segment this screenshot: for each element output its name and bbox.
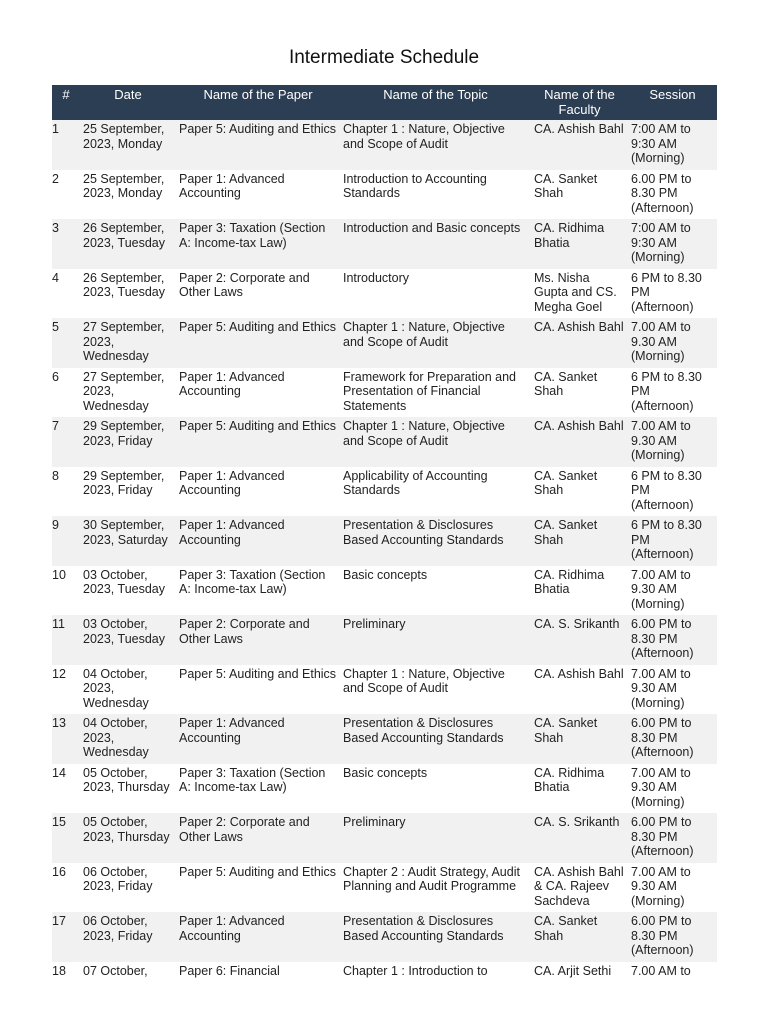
row-faculty: CA. Ashish Bahl (531, 665, 628, 715)
row-paper: Paper 1: Advanced Accounting (176, 912, 340, 962)
row-session: 6.00 PM to 8.30 PM (Afternoon) (628, 912, 717, 962)
row-topic: Introduction to Accounting Standards (340, 170, 531, 220)
row-paper: Paper 2: Corporate and Other Laws (176, 813, 340, 863)
row-date: 06 October, 2023, Friday (80, 912, 176, 962)
row-date: 29 September, 2023, Friday (80, 417, 176, 467)
row-number: 3 (52, 219, 80, 269)
table-row (52, 863, 717, 913)
row-session: 7:00 AM to 9:30 AM (Morning) (628, 120, 717, 170)
row-date: 07 October, (80, 962, 176, 983)
row-number: 2 (52, 170, 80, 220)
row-faculty: CA. Sanket Shah (531, 170, 628, 220)
row-paper: Paper 6: Financial (176, 962, 340, 983)
row-session: 7.00 AM to 9.30 AM (Morning) (628, 665, 717, 715)
table-row (52, 219, 717, 269)
row-date: 04 October, 2023, Wednesday (80, 714, 176, 764)
table-header (52, 85, 717, 120)
row-number: 10 (52, 566, 80, 616)
row-number: 1 (52, 120, 80, 170)
table-row (52, 813, 717, 863)
row-number: 7 (52, 417, 80, 467)
row-session: 7.00 AM to 9.30 AM (Morning) (628, 318, 717, 368)
row-session: 6.00 PM to 8.30 PM (Afternoon) (628, 170, 717, 220)
row-faculty: CA. Ashish Bahl (531, 120, 628, 170)
row-paper: Paper 2: Corporate and Other Laws (176, 269, 340, 319)
table-row (52, 665, 717, 715)
row-date: 03 October, 2023, Tuesday (80, 615, 176, 665)
row-topic: Introduction and Basic concepts (340, 219, 531, 269)
row-topic: Chapter 2 : Audit Strategy, Audit Planning and Audit Programme (340, 863, 531, 913)
row-date: 27 September, 2023, Wednesday (80, 368, 176, 418)
row-faculty: CA. Ashish Bahl & CA. Rajeev Sachdeva (531, 863, 628, 913)
row-date: 26 September, 2023, Tuesday (80, 269, 176, 319)
header-date: Date (80, 85, 176, 120)
table-row (52, 714, 717, 764)
row-faculty: CA. Sanket Shah (531, 912, 628, 962)
row-number: 8 (52, 467, 80, 517)
row-faculty: CA. Arjit Sethi (531, 962, 628, 983)
row-number: 4 (52, 269, 80, 319)
row-topic: Preliminary (340, 615, 531, 665)
row-number: 17 (52, 912, 80, 962)
header-session: Session (628, 85, 717, 120)
row-date: 26 September, 2023, Tuesday (80, 219, 176, 269)
table-row (52, 615, 717, 665)
row-topic: Presentation & Disclosures Based Accounting Standards (340, 912, 531, 962)
header-topic: Name of the Topic (340, 85, 531, 120)
table-body (52, 120, 717, 982)
row-topic: Framework for Preparation and Presentation of Financial Statements (340, 368, 531, 418)
row-number: 12 (52, 665, 80, 715)
row-date: 29 September, 2023, Friday (80, 467, 176, 517)
row-paper: Paper 5: Auditing and Ethics (176, 665, 340, 715)
row-date: 05 October, 2023, Thursday (80, 764, 176, 814)
row-session: 7:00 AM to 9:30 AM (Morning) (628, 219, 717, 269)
row-date: 27 September, 2023, Wednesday (80, 318, 176, 368)
row-session: 6.00 PM to 8.30 PM (Afternoon) (628, 813, 717, 863)
row-paper: Paper 1: Advanced Accounting (176, 516, 340, 566)
row-topic: Presentation & Disclosures Based Accounting Standards (340, 714, 531, 764)
row-session: 6 PM to 8.30 PM (Afternoon) (628, 516, 717, 566)
row-faculty: CA. S. Srikanth (531, 615, 628, 665)
row-number: 16 (52, 863, 80, 913)
row-date: 04 October, 2023, Wednesday (80, 665, 176, 715)
header-row (52, 85, 717, 120)
row-paper: Paper 3: Taxation (Section A: Income-tax Law) (176, 764, 340, 814)
row-session: 6.00 PM to 8.30 PM (Afternoon) (628, 615, 717, 665)
row-date: 06 October, 2023, Friday (80, 863, 176, 913)
table-row (52, 962, 717, 983)
table-row (52, 368, 717, 418)
row-topic: Chapter 1 : Nature, Objective and Scope of Audit (340, 318, 531, 368)
row-paper: Paper 1: Advanced Accounting (176, 170, 340, 220)
schedule-table-container (52, 85, 717, 978)
row-date: 30 September, 2023, Saturday (80, 516, 176, 566)
row-faculty: CA. Ridhima Bhatia (531, 764, 628, 814)
row-faculty: CA. Sanket Shah (531, 368, 628, 418)
row-number: 13 (52, 714, 80, 764)
table-row (52, 269, 717, 319)
row-paper: Paper 3: Taxation (Section A: Income-tax Law) (176, 566, 340, 616)
row-session: 7.00 AM to 9.30 AM (Morning) (628, 764, 717, 814)
row-number: 18 (52, 962, 80, 983)
row-faculty: CA. S. Srikanth (531, 813, 628, 863)
row-session: 6.00 PM to 8.30 PM (Afternoon) (628, 714, 717, 764)
row-paper: Paper 5: Auditing and Ethics (176, 417, 340, 467)
row-topic: Chapter 1 : Nature, Objective and Scope of Audit (340, 120, 531, 170)
row-number: 9 (52, 516, 80, 566)
row-date: 05 October, 2023, Thursday (80, 813, 176, 863)
table-row (52, 467, 717, 517)
row-paper: Paper 3: Taxation (Section A: Income-tax Law) (176, 219, 340, 269)
row-paper: Paper 5: Auditing and Ethics (176, 863, 340, 913)
table-row (52, 516, 717, 566)
row-topic: Preliminary (340, 813, 531, 863)
row-session: 7.00 AM to 9.30 AM (Morning) (628, 417, 717, 467)
row-paper: Paper 5: Auditing and Ethics (176, 120, 340, 170)
row-number: 15 (52, 813, 80, 863)
row-date: 25 September, 2023, Monday (80, 170, 176, 220)
row-topic: Basic concepts (340, 566, 531, 616)
row-topic: Basic concepts (340, 764, 531, 814)
row-number: 6 (52, 368, 80, 418)
row-faculty: CA. Ridhima Bhatia (531, 219, 628, 269)
row-topic: Chapter 1 : Introduction to (340, 962, 531, 983)
document-title: Intermediate Schedule (288, 47, 480, 68)
row-faculty: CA. Sanket Shah (531, 714, 628, 764)
header-num: # (52, 85, 80, 120)
row-faculty: Ms. Nisha Gupta and CS. Megha Goel (531, 269, 628, 319)
row-faculty: CA. Sanket Shah (531, 467, 628, 517)
row-session: 7.00 AM to 9.30 AM (Morning) (628, 863, 717, 913)
row-session: 6 PM to 8.30 PM (Afternoon) (628, 269, 717, 319)
row-date: 25 September, 2023, Monday (80, 120, 176, 170)
row-faculty: CA. Ashish Bahl (531, 417, 628, 467)
table-row (52, 318, 717, 368)
row-paper: Paper 1: Advanced Accounting (176, 467, 340, 517)
row-number: 14 (52, 764, 80, 814)
row-topic: Chapter 1 : Nature, Objective and Scope of Audit (340, 417, 531, 467)
row-date: 03 October, 2023, Tuesday (80, 566, 176, 616)
header-paper: Name of the Paper (176, 85, 340, 120)
row-topic: Applicability of Accounting Standards (340, 467, 531, 517)
table-row (52, 120, 717, 170)
row-paper: Paper 1: Advanced Accounting (176, 714, 340, 764)
row-paper: Paper 2: Corporate and Other Laws (176, 615, 340, 665)
table-row (52, 566, 717, 616)
row-session: 7.00 AM to (628, 962, 717, 983)
row-session: 7.00 AM to 9.30 AM (Morning) (628, 566, 717, 616)
row-faculty: CA. Ashish Bahl (531, 318, 628, 368)
table-row (52, 764, 717, 814)
schedule-table (52, 85, 717, 982)
header-faculty: Name of the Faculty (531, 85, 628, 120)
row-paper: Paper 5: Auditing and Ethics (176, 318, 340, 368)
row-faculty: CA. Sanket Shah (531, 516, 628, 566)
row-faculty: CA. Ridhima Bhatia (531, 566, 628, 616)
row-topic: Introductory (340, 269, 531, 319)
row-number: 11 (52, 615, 80, 665)
table-row (52, 417, 717, 467)
table-row (52, 912, 717, 962)
row-session: 6 PM to 8.30 PM (Afternoon) (628, 368, 717, 418)
row-topic: Presentation & Disclosures Based Accounting Standards (340, 516, 531, 566)
table-row (52, 170, 717, 220)
row-paper: Paper 1: Advanced Accounting (176, 368, 340, 418)
row-session: 6 PM to 8.30 PM (Afternoon) (628, 467, 717, 517)
row-number: 5 (52, 318, 80, 368)
row-topic: Chapter 1 : Nature, Objective and Scope of Audit (340, 665, 531, 715)
